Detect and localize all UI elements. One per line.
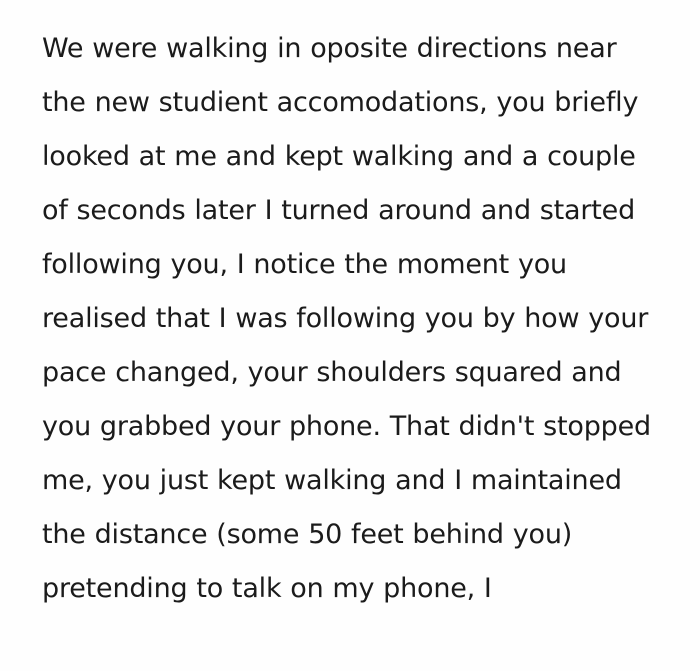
story-paragraph: We were walking in oposite directions near the new studient accomodations, you briefly looked at me and kept walking and a couple of seconds later I turned around and started following you, I notice the moment you realised that I was following you by how your pace changed, your shoulders squared and you grabbed your phone. That didn't stopped me, you just kept walking and I maintained the distance (some 50 feet behind you) pretending to talk on my phone, I — [42, 33, 660, 604]
